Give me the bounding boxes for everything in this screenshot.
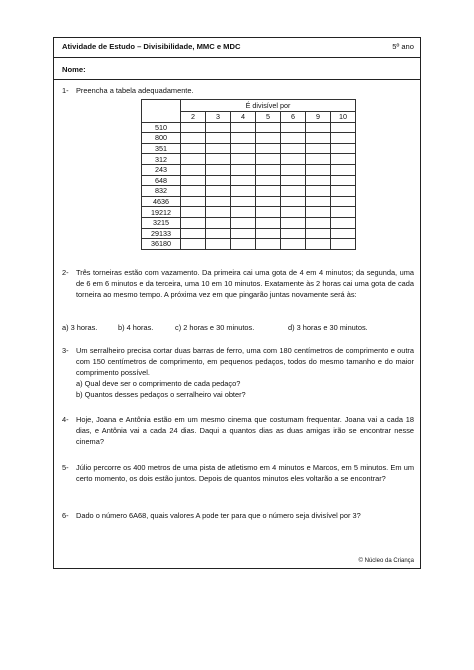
table-row xyxy=(142,207,356,218)
q1-text: Preencha a tabela adequadamente. xyxy=(76,86,194,95)
table-answer-cell xyxy=(231,122,256,133)
table-row xyxy=(142,122,356,133)
table-number-cell: 648 xyxy=(142,175,181,186)
table-number-cell: 800 xyxy=(142,133,181,144)
table-answer-cell xyxy=(231,143,256,154)
table-answer-cell xyxy=(181,122,206,133)
table-answer-cell xyxy=(181,186,206,197)
table-answer-cell xyxy=(306,217,331,228)
table-row xyxy=(142,154,356,165)
q2-option-a: a) 3 horas. xyxy=(62,323,98,332)
table-answer-cell xyxy=(181,133,206,144)
table-row xyxy=(142,186,356,197)
table-answer-cell xyxy=(306,143,331,154)
table-row xyxy=(142,164,356,175)
table-row xyxy=(142,175,356,186)
table-divisor-header: 6 xyxy=(281,112,306,123)
table-row xyxy=(142,228,356,239)
table-answer-cell xyxy=(256,175,281,186)
table-answer-cell xyxy=(231,175,256,186)
table-number-cell: 19212 xyxy=(142,207,181,218)
table-answer-cell xyxy=(231,186,256,197)
table-answer-cell xyxy=(206,133,231,144)
name-label: Nome: xyxy=(62,65,86,74)
table-number-cell: 3215 xyxy=(142,217,181,228)
table-answer-cell xyxy=(181,207,206,218)
table-answer-cell xyxy=(256,207,281,218)
footer-credit: © Núcleo da Criança xyxy=(358,558,414,564)
table-answer-cell xyxy=(231,207,256,218)
divisibility-table xyxy=(141,99,356,250)
table-answer-cell xyxy=(206,217,231,228)
table-answer-cell xyxy=(256,196,281,207)
table-answer-cell xyxy=(206,154,231,165)
table-number-cell: 4636 xyxy=(142,196,181,207)
table-answer-cell xyxy=(181,175,206,186)
q1-number: 1- xyxy=(62,86,69,95)
table-answer-cell xyxy=(306,228,331,239)
table-answer-cell xyxy=(256,228,281,239)
table-answer-cell xyxy=(256,133,281,144)
table-answer-cell xyxy=(306,175,331,186)
table-answer-cell xyxy=(331,228,356,239)
worksheet-header xyxy=(54,38,420,58)
table-number-cell: 832 xyxy=(142,186,181,197)
table-answer-cell xyxy=(281,154,306,165)
table-answer-cell xyxy=(331,207,356,218)
table-answer-cell xyxy=(331,122,356,133)
table-answer-cell xyxy=(281,143,306,154)
worksheet-title: Atividade de Estudo – Divisibilidade, MMC e MDC xyxy=(62,42,241,51)
q5-text: Júlio percorre os 400 metros de uma pista de atletismo em 4 minutos e Marcos, em 5 minutos. Em um certo momento, os dois estão juntos. Depois de quantos minutos eles voltarão a se encontrar? xyxy=(76,463,414,483)
table-answer-cell xyxy=(231,217,256,228)
q4-text: Hoje, Joana e Antônia estão em um mesmo cinema que costumam frequentar. Joana vai a cada 18 dias, e Antônia vai a cada 24 dias. Daqui a quantos dias as duas amigas irão se encontrar nesse cinema? xyxy=(76,415,414,446)
table-number-cell: 312 xyxy=(142,154,181,165)
table-answer-cell xyxy=(256,217,281,228)
q5-number: 5- xyxy=(62,463,69,472)
table-corner-cell xyxy=(142,100,181,123)
table-answer-cell xyxy=(206,239,231,250)
table-number-cell: 36180 xyxy=(142,239,181,250)
grade-label: 5º ano xyxy=(392,42,414,51)
table-answer-cell xyxy=(331,186,356,197)
q2-text: Três torneiras estão com vazamento. Da primeira cai uma gota de 4 em 4 minutos; da segunda, uma de 6 em 6 minutos e da terceira, uma 10 em 10 minutos. Exatamente às 2 horas cai uma gota de cada torneira ao mesmo tempo. A próxima vez em que pingarão juntas novamente será às: xyxy=(76,268,414,299)
table-answer-cell xyxy=(231,154,256,165)
table-answer-cell xyxy=(306,207,331,218)
table-divisor-header: 3 xyxy=(206,112,231,123)
table-answer-cell xyxy=(331,196,356,207)
table-answer-cell xyxy=(256,154,281,165)
q3-part-a: a) Qual deve ser o comprimento de cada pedaço? xyxy=(76,379,241,388)
table-answer-cell xyxy=(206,207,231,218)
table-answer-cell xyxy=(281,239,306,250)
table-answer-cell xyxy=(231,228,256,239)
table-answer-cell xyxy=(206,143,231,154)
table-answer-cell xyxy=(206,228,231,239)
table-answer-cell xyxy=(331,143,356,154)
table-answer-cell xyxy=(206,186,231,197)
table-row xyxy=(142,239,356,250)
table-answer-cell xyxy=(306,196,331,207)
table-answer-cell xyxy=(181,196,206,207)
q6-number: 6- xyxy=(62,511,69,520)
table-answer-cell xyxy=(256,143,281,154)
table-answer-cell xyxy=(331,217,356,228)
table-answer-cell xyxy=(331,239,356,250)
q6-text: Dado o número 6A68, quais valores A pode ter para que o número seja divisível por 3? xyxy=(76,511,361,520)
table-answer-cell xyxy=(231,196,256,207)
q2-number: 2- xyxy=(62,268,69,277)
table-answer-cell xyxy=(281,186,306,197)
q4-number: 4- xyxy=(62,415,69,424)
table-answer-cell xyxy=(306,239,331,250)
table-answer-cell xyxy=(181,164,206,175)
table-divisor-header: 4 xyxy=(231,112,256,123)
table-answer-cell xyxy=(181,217,206,228)
table-answer-cell xyxy=(306,164,331,175)
table-row xyxy=(142,133,356,144)
table-answer-cell xyxy=(206,196,231,207)
name-row xyxy=(54,58,420,80)
table-answer-cell xyxy=(331,175,356,186)
table-answer-cell xyxy=(181,239,206,250)
table-row xyxy=(142,217,356,228)
table-number-cell: 29133 xyxy=(142,228,181,239)
table-number-cell: 510 xyxy=(142,122,181,133)
table-row xyxy=(142,196,356,207)
table-answer-cell xyxy=(181,154,206,165)
table-answer-cell xyxy=(281,207,306,218)
worksheet-frame xyxy=(53,37,421,569)
table-number-cell: 351 xyxy=(142,143,181,154)
table-answer-cell xyxy=(206,175,231,186)
table-answer-cell xyxy=(281,133,306,144)
table-answer-cell xyxy=(306,154,331,165)
q2-option-c: c) 2 horas e 30 minutos. xyxy=(175,323,255,332)
table-answer-cell xyxy=(256,164,281,175)
table-header-divisible-by: É divisível por xyxy=(181,100,356,112)
table-answer-cell xyxy=(281,217,306,228)
q3-number: 3- xyxy=(62,346,69,355)
table-answer-cell xyxy=(331,133,356,144)
table-answer-cell xyxy=(306,186,331,197)
table-answer-cell xyxy=(281,122,306,133)
table-number-cell: 243 xyxy=(142,164,181,175)
table-answer-cell xyxy=(231,164,256,175)
table-answer-cell xyxy=(281,228,306,239)
table-answer-cell xyxy=(256,186,281,197)
table-answer-cell xyxy=(281,196,306,207)
table-answer-cell xyxy=(181,228,206,239)
table-answer-cell xyxy=(331,154,356,165)
table-divisor-header: 10 xyxy=(331,112,356,123)
table-divisor-header: 2 xyxy=(181,112,206,123)
table-divisor-header: 9 xyxy=(306,112,331,123)
table-answer-cell xyxy=(306,122,331,133)
table-answer-cell xyxy=(281,175,306,186)
table-answer-cell xyxy=(181,143,206,154)
table-answer-cell xyxy=(206,164,231,175)
q2-option-d: d) 3 horas e 30 minutos. xyxy=(288,323,368,332)
table-answer-cell xyxy=(281,164,306,175)
q3-part-b: b) Quantos desses pedaços o serralheiro vai obter? xyxy=(76,390,246,399)
table-divisor-header: 5 xyxy=(256,112,281,123)
table-answer-cell xyxy=(331,164,356,175)
table-answer-cell xyxy=(306,133,331,144)
table-answer-cell xyxy=(231,133,256,144)
q2-option-b: b) 4 horas. xyxy=(118,323,154,332)
q3-text: Um serralheiro precisa cortar duas barras de ferro, uma com 180 centímetros de comprimento e outra com 150 centímetros de comprimento, em pequenos pedaços, todos do mesmo tamanho e do maior comprimento possível. xyxy=(76,346,414,377)
table-answer-cell xyxy=(206,122,231,133)
table-answer-cell xyxy=(256,122,281,133)
table-row xyxy=(142,143,356,154)
table-answer-cell xyxy=(256,239,281,250)
table-answer-cell xyxy=(231,239,256,250)
